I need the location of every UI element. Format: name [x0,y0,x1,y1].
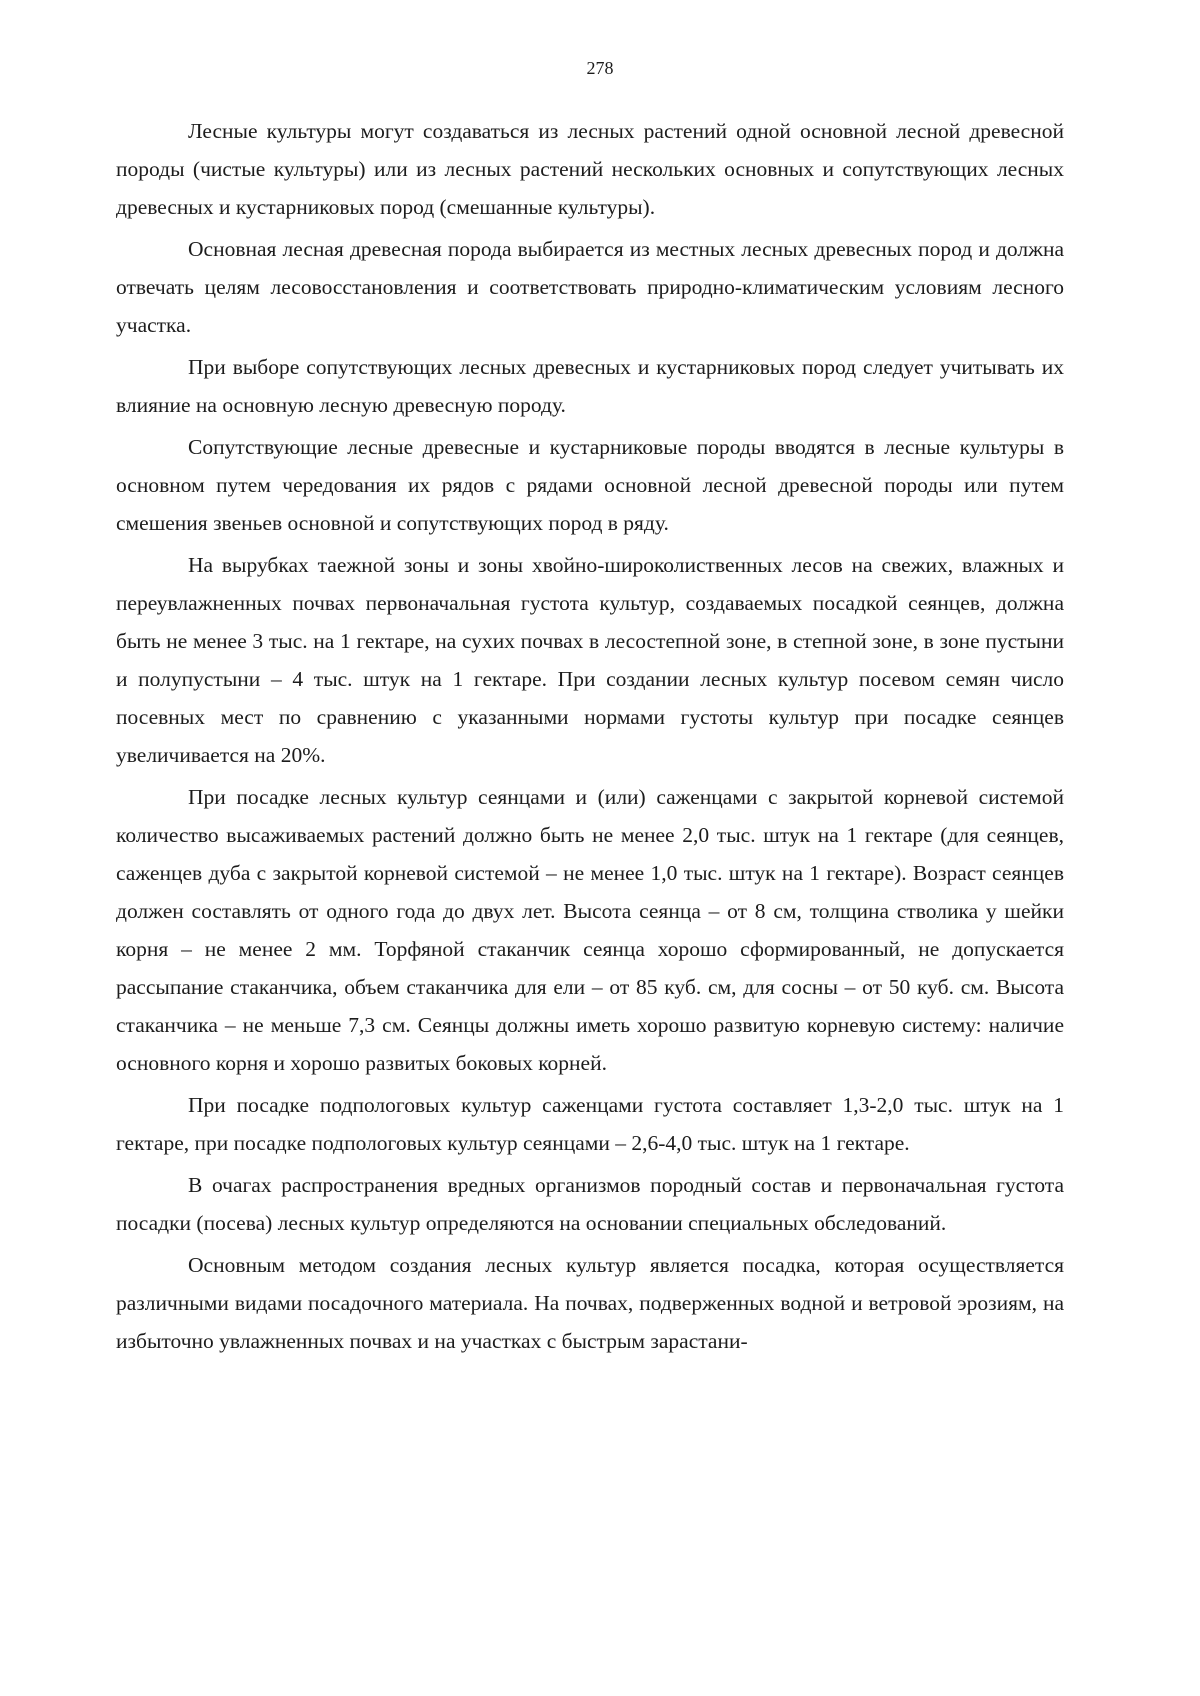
paragraph: Сопутствующие лесные древесные и кустарниковые породы вводятся в лесные культуры в основном путем чередования их рядов с рядами основной лесной древесной породы или путем смешения звеньев основной и сопутствующих пород в ряду. [116,435,1064,535]
paragraph: На вырубках таежной зоны и зоны хвойно-широколиственных лесов на свежих, влажных и переувлажненных почвах первоначальная густота культур, создаваемых посадкой сеянцев, должна быть не менее 3 тыс. на 1 гектаре, на сухих почвах в лесостепной зоне, в степной зоне, в зоне пустыни и полупустыни – 4 тыс. штук на 1 гектаре. При создании лесных культур посевом семян число посевных мест по сравнению с указанными нормами густоты культур при посадке сеянцев увеличивается на 20%. [116,553,1064,767]
page-number: 278 [586,58,614,78]
paragraph: При посадке лесных культур сеянцами и (или) саженцами с закрытой корневой системой количество высаживаемых растений должно быть не менее 2,0 тыс. штук на 1 гектаре (для сеянцев, саженцев дуба с закрытой корневой системой – не менее 1,0 тыс. штук на 1 гектаре). Возраст сеянцев должен составлять от одного года до двух лет. Высота сеянца – от 8 см, толщина стволика у шейки корня – не менее 2 мм. Торфяной стаканчик сеянца хорошо сформированный, не допускается рассыпание стаканчика, объем стаканчика для ели – от 85 куб. см, для сосны – от 50 куб. см. Высота стаканчика – не меньше 7,3 см. Сеянцы должны иметь хорошо развитую корневую систему: наличие основного корня и хорошо развитых боковых корней. [116,785,1064,1075]
paragraph: Основная лесная древесная порода выбирается из местных лесных древесных пород и должна отвечать целям лесовосстановления и соответствовать природно-климатическим условиям лесного участка. [116,237,1064,337]
paragraph: Основным методом создания лесных культур является посадка, которая осуществляется различными видами посадочного материала. На почвах, подверженных водной и ветровой эрозиям, на избыточно увлажненных почвах и на участках с быстрым зарастани- [116,1253,1064,1353]
paragraph: При выборе сопутствующих лесных древесных и кустарниковых пород следует учитывать их влияние на основную лесную древесную породу. [116,355,1064,417]
paragraph: В очагах распространения вредных организмов породный состав и первоначальная густота посадки (посева) лесных культур определяются на основании специальных обследований. [116,1173,1064,1235]
document-body [116,112,1064,1364]
paragraph: Лесные культуры могут создаваться из лесных растений одной основной лесной древесной породы (чистые культуры) или из лесных растений нескольких основных и сопутствующих лесных древесных и кустарниковых пород (смешанные культуры). [116,119,1064,219]
paragraph: При посадке подпологовых культур саженцами густота составляет 1,3-2,0 тыс. штук на 1 гектаре, при посадке подпологовых культур сеянцами – 2,6-4,0 тыс. штук на 1 гектаре. [116,1093,1064,1155]
